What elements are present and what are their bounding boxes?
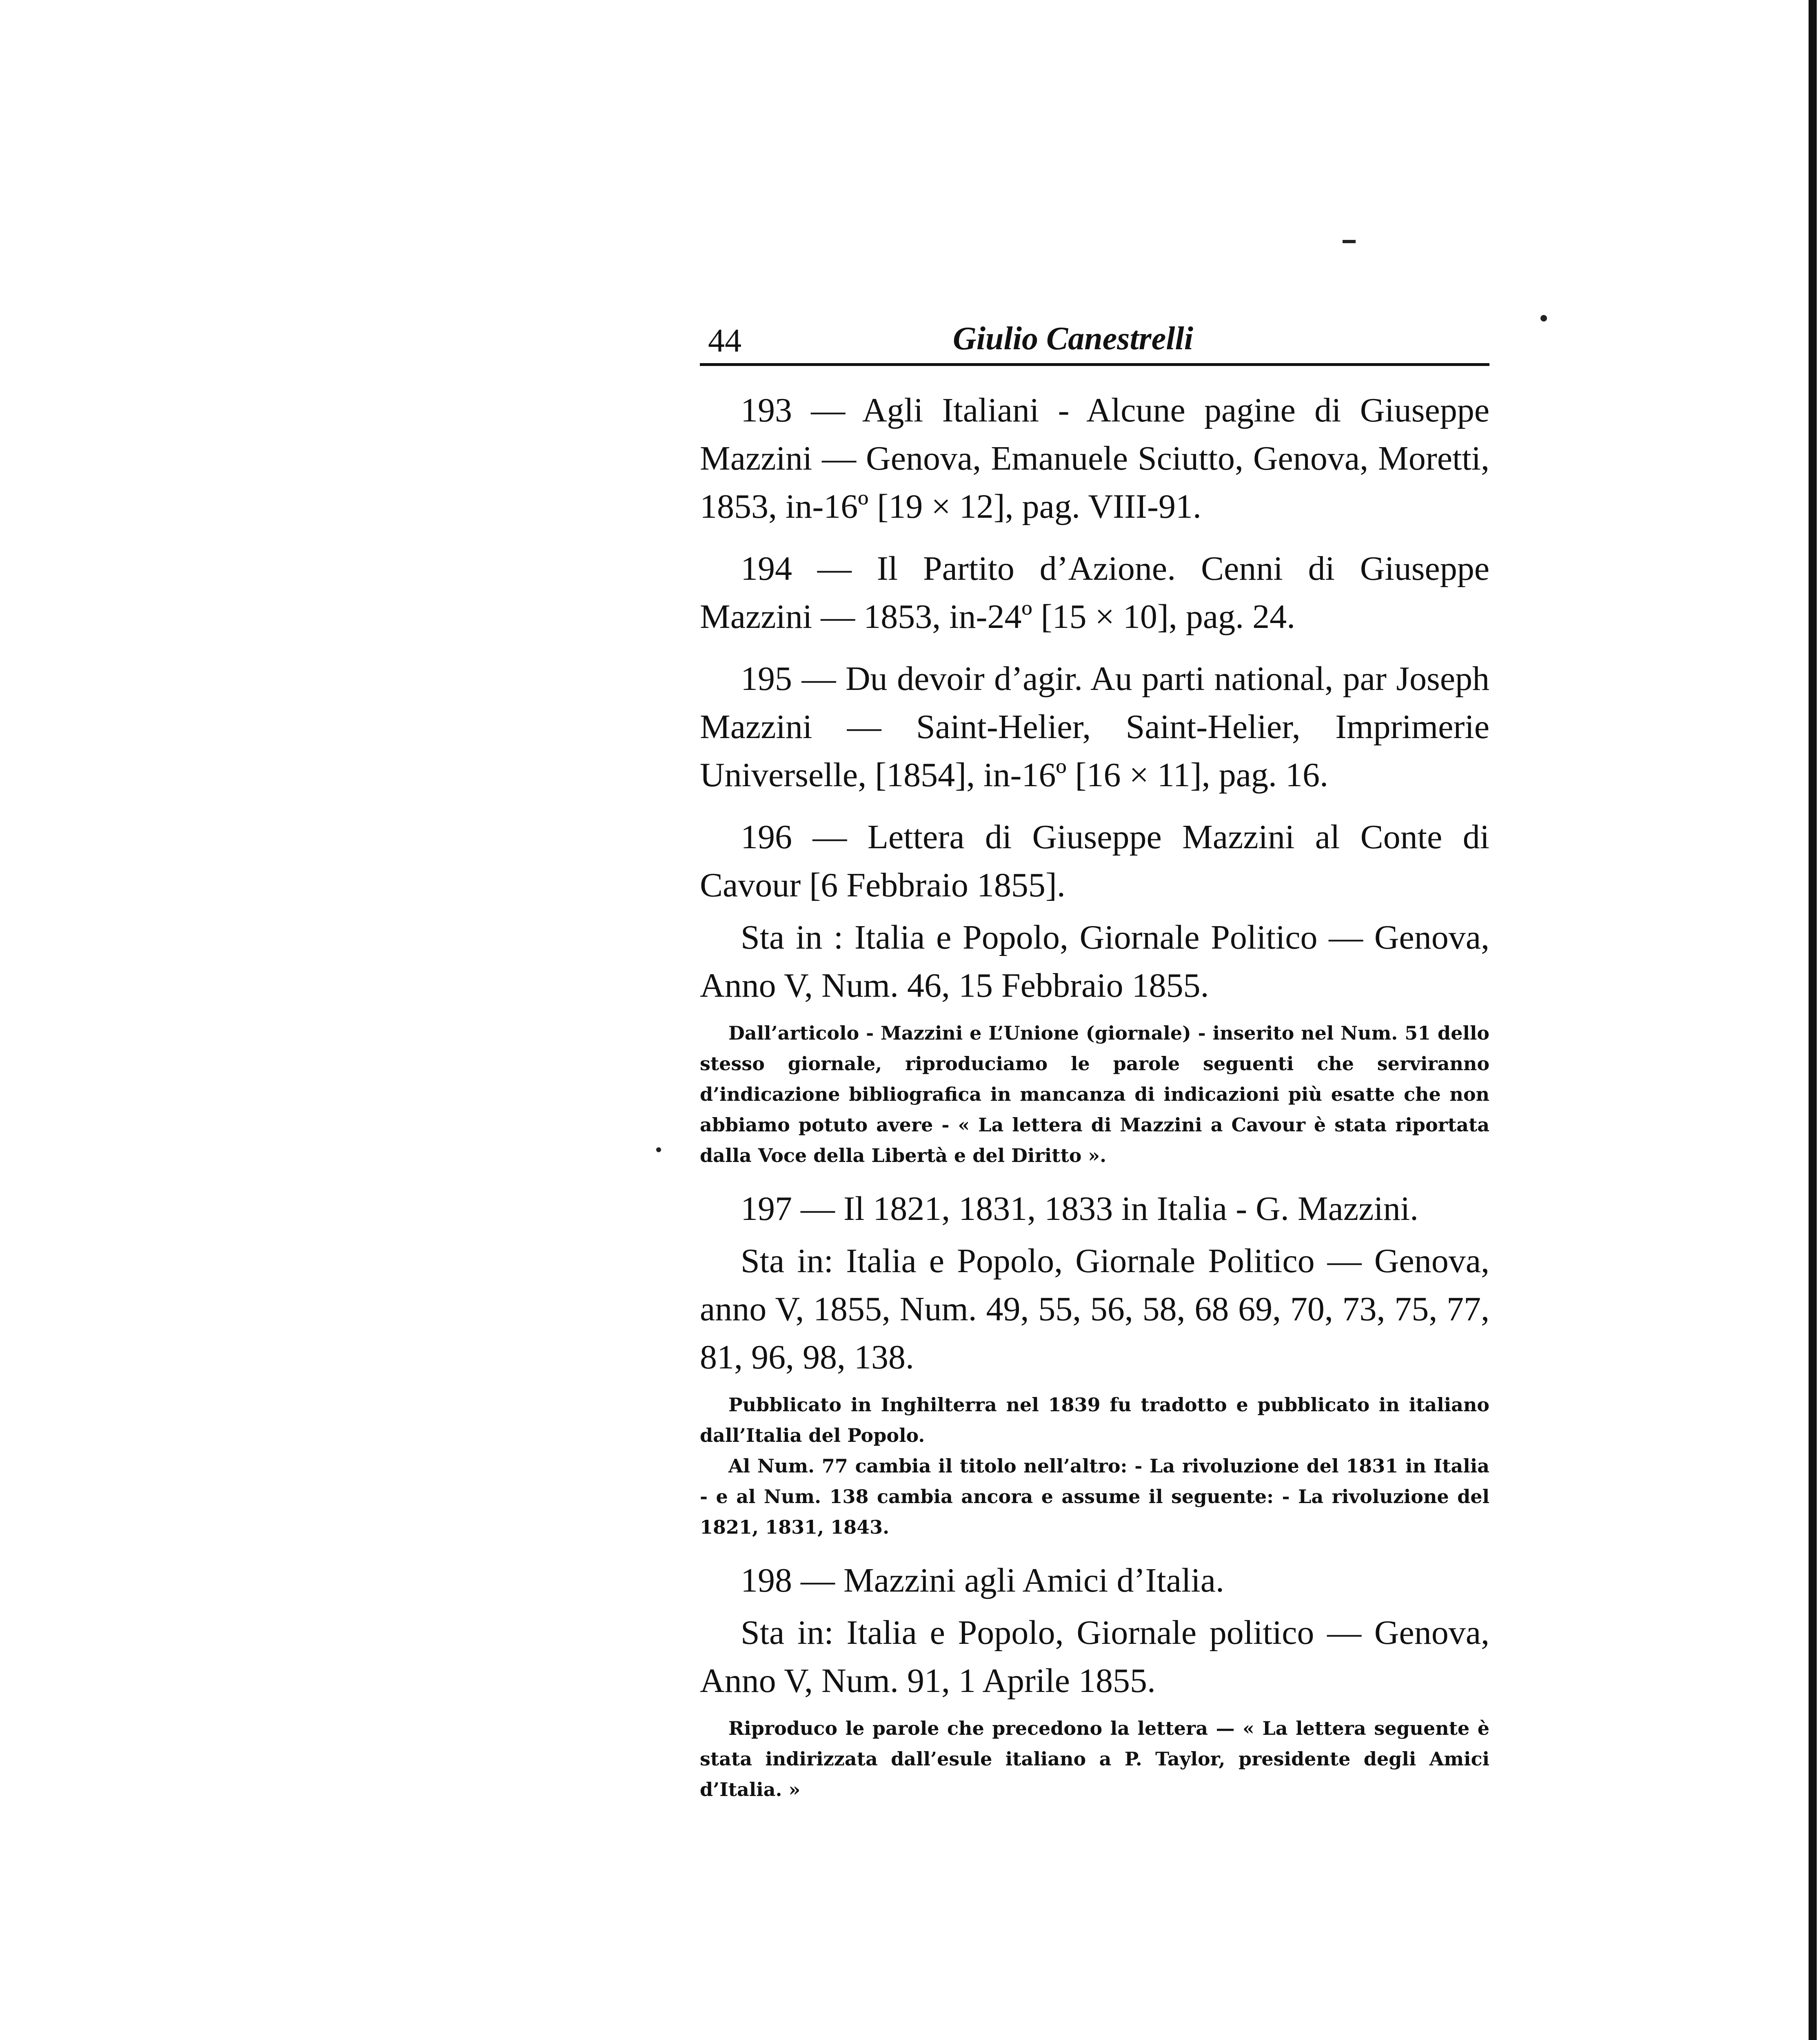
entry-heading: 194 — Il Partito d’Azione. Cenni di Giuseppe Mazzini — 1853, in-24º [15 × 10], pag. 24. <box>700 550 1489 636</box>
scan-edge-bar <box>1809 0 1817 2040</box>
entry-196 <box>700 813 1489 1171</box>
page-content <box>700 314 1489 1819</box>
entry-197 <box>700 1185 1489 1543</box>
scan-speck <box>656 1147 661 1152</box>
entry-195 <box>700 655 1489 799</box>
entry-note: Riproduco le parole che precedono la lettera — « La lettera seguente è stata indirizzata dall’esule italiano a P. Taylor, presidente degli Amici d’Italia. » <box>700 1717 1489 1801</box>
entry-source: Sta in : Italia e Popolo, Giornale Politico — Genova, Anno V, Num. 46, 15 Febbraio 1855. <box>700 918 1489 1004</box>
scan-speck <box>1540 315 1547 322</box>
entry-note: Pubblicato in Inghilterra nel 1839 fu tradotto e pubblicato in italiano dall’Italia del Popolo. <box>700 1394 1489 1446</box>
running-head-author: Giulio Canestrelli <box>953 321 1193 357</box>
entry-193 <box>700 386 1489 531</box>
entry-heading: 196 — Lettera di Giuseppe Mazzini al Conte di Cavour [6 Febbraio 1855]. <box>700 818 1489 904</box>
entry-heading: 198 — Mazzini agli Amici d’Italia. <box>741 1561 1225 1599</box>
entry-heading: 193 — Agli Italiani - Alcune pagine di Giuseppe Mazzini — Genova, Emanuele Sciutto, Genova, Moretti, 1853, in-16º [19 × 12], pag. VIII-91. <box>700 391 1489 526</box>
entry-194 <box>700 545 1489 641</box>
running-head <box>700 314 1489 366</box>
entry-note: Dall’articolo - Mazzini e L’Unione (giornale) - inserito nel Num. 51 dello stesso giornale, riproduciamo le parole seguenti che serviranno d’indicazione bibliografica in mancanza di indicazioni più esatte che non abbiamo potuto avere - « La lettera di Mazzini a Cavour è stata riportata dalla Voce della Libertà e del Diritto ». <box>700 1022 1489 1166</box>
scan-mark <box>1343 240 1356 243</box>
entry-source: Sta in: Italia e Popolo, Giornale Politico — Genova, anno V, 1855, Num. 49, 55, 56, 58, 68 69, 70, 73, 75, 77, 81, 96, 98, 138. <box>700 1242 1489 1376</box>
page-number: 44 <box>708 322 741 359</box>
entry-198 <box>700 1557 1489 1805</box>
entry-note: Al Num. 77 cambia il titolo nell’altro: - La rivoluzione del 1831 in Italia - e al Num. 138 cambia ancora e assume il seguente: - La rivoluzione del 1821, 1831, 1843. <box>700 1455 1489 1538</box>
entry-heading: 197 — Il 1821, 1831, 1833 in Italia - G. Mazzini. <box>741 1190 1419 1228</box>
entry-source: Sta in: Italia e Popolo, Giornale politico — Genova, Anno V, Num. 91, 1 Aprile 1855. <box>700 1614 1489 1700</box>
entry-heading: 195 — Du devoir d’agir. Au parti national, par Joseph Mazzini — Saint-Helier, Saint-Helier, Imprimerie Universelle, [1854], in-16º [16 × 11], pag. 16. <box>700 660 1489 794</box>
